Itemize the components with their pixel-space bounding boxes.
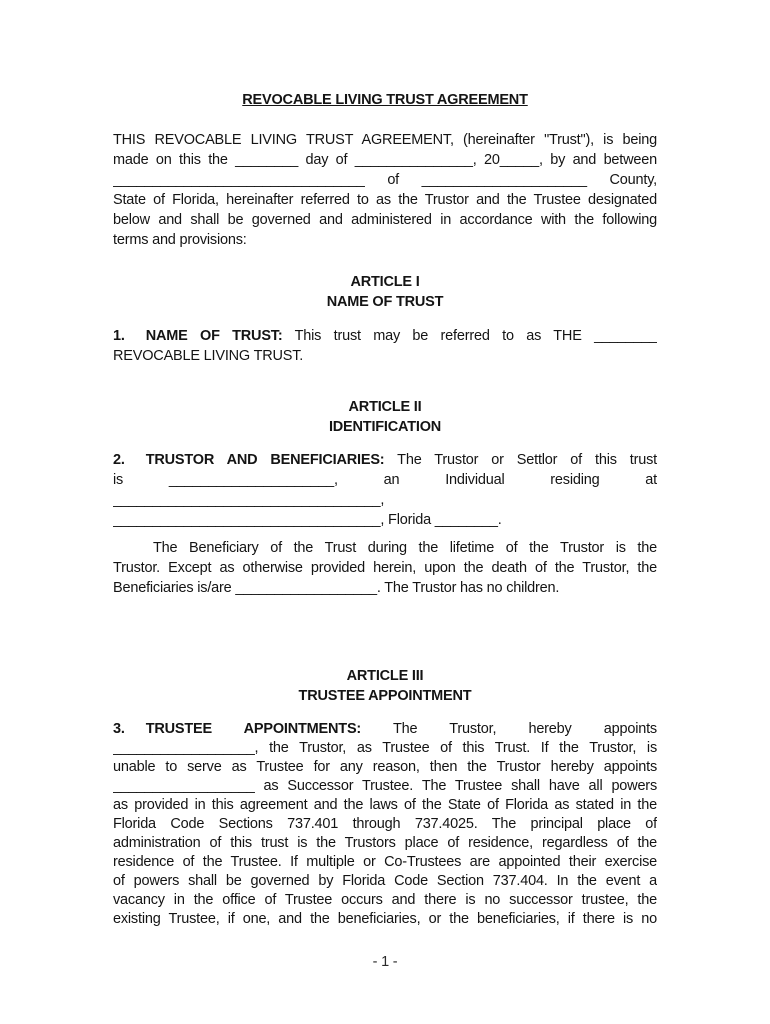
intro-line: terms and provisions:	[113, 232, 247, 248]
section-number: 3.	[113, 721, 125, 737]
beneficiary-line: Beneficiaries is/are __________________. The Trustor has no children.	[113, 580, 560, 596]
section-2-line: is _____________________, an Individual residing at	[113, 472, 657, 488]
section-label: NAME OF TRUST:	[145, 328, 283, 344]
intro-line: made on this the ________ day of _______________, 20_____, by and between	[113, 152, 657, 168]
section-label: TRUSTEE APPOINTMENTS:	[145, 721, 362, 737]
article-3-heading	[113, 666, 657, 706]
section-3-line: __________________ as Successor Trustee. The Trustee shall have all powers	[113, 778, 657, 794]
beneficiary-paragraph	[113, 538, 657, 598]
section-3-line: of powers shall be governed by Florida Code Section 737.404. In the event a	[113, 873, 657, 889]
article-heading-line: TRUSTEE APPOINTMENT	[298, 688, 472, 704]
article-1-heading	[113, 272, 657, 312]
section-3-line: administration of this trust is the Trustors place of residence, regardless of the	[113, 835, 657, 851]
beneficiary-line: The Beneficiary of the Trust during the lifetime of the Trustor is the	[153, 540, 657, 556]
intro-line: State of Florida, hereinafter referred to as the Trustor and the Trustee designated	[113, 192, 657, 208]
section-3-line: unable to serve as Trustee for any reason, then the Trustor hereby appoints	[113, 759, 657, 775]
section-3-first-line	[113, 720, 657, 739]
section-3-line: as provided in this agreement and the laws of the State of Florida as stated in the	[113, 797, 657, 813]
blank-fill-line: __________________________________,	[113, 492, 385, 508]
intro-line: THIS REVOCABLE LIVING TRUST AGREEMENT, (hereinafter "Trust"), is being	[113, 132, 657, 148]
article-heading-line: NAME OF TRUST	[326, 294, 444, 310]
section-2-paragraph	[113, 450, 657, 530]
section-3-line: __________________, the Trustor, as Trustee of this Trust. If the Trustor, is	[113, 740, 657, 756]
section-3-line: existing Trustee, if one, and the beneficiaries, or the beneficiaries, if there is no	[113, 911, 657, 927]
intro-paragraph	[113, 130, 657, 250]
article-heading-line: IDENTIFICATION	[328, 419, 442, 435]
intro-line: ________________________________ of _____________________ County,	[113, 172, 657, 188]
section-1-paragraph	[113, 326, 657, 366]
section-label: TRUSTOR AND BENEFICIARIES:	[145, 452, 385, 468]
section-text: The Trustor, hereby appoints	[392, 721, 657, 737]
section-text: This trust may be referred to as THE ________	[294, 328, 657, 344]
page-number: - 1 -	[372, 954, 398, 970]
section-3-line: vacancy in the office of Trustee occurs and there is no successor trustee, the	[113, 892, 657, 908]
section-3-line: Florida Code Sections 737.401 through 737.4025. The principal place of	[113, 816, 657, 832]
section-text: The Trustor or Settlor of this trust	[397, 452, 657, 468]
article-2-heading	[113, 397, 657, 437]
beneficiary-line: Trustor. Except as otherwise provided herein, upon the death of the Trustor, the	[113, 560, 657, 576]
section-number: 2.	[113, 452, 125, 468]
section-3-line: residence of the Trustee. If multiple or Co-Trustees are appointed their exercise	[113, 854, 657, 870]
article-heading-line: ARTICLE II	[348, 399, 422, 415]
section-1-line: REVOCABLE LIVING TRUST.	[113, 348, 304, 364]
article-heading-line: ARTICLE III	[346, 668, 424, 684]
intro-line: below and shall be governed and administered in accordance with the following	[113, 212, 657, 228]
section-3-paragraph	[113, 720, 657, 929]
blank-fill-line: __________________________________, Florida ________.	[113, 512, 502, 528]
article-heading-line: ARTICLE I	[350, 274, 420, 290]
section-2-first-line	[113, 450, 657, 470]
section-1-first-line	[113, 326, 657, 346]
document-title: REVOCABLE LIVING TRUST AGREEMENT	[242, 92, 528, 108]
section-number: 1.	[113, 328, 125, 344]
